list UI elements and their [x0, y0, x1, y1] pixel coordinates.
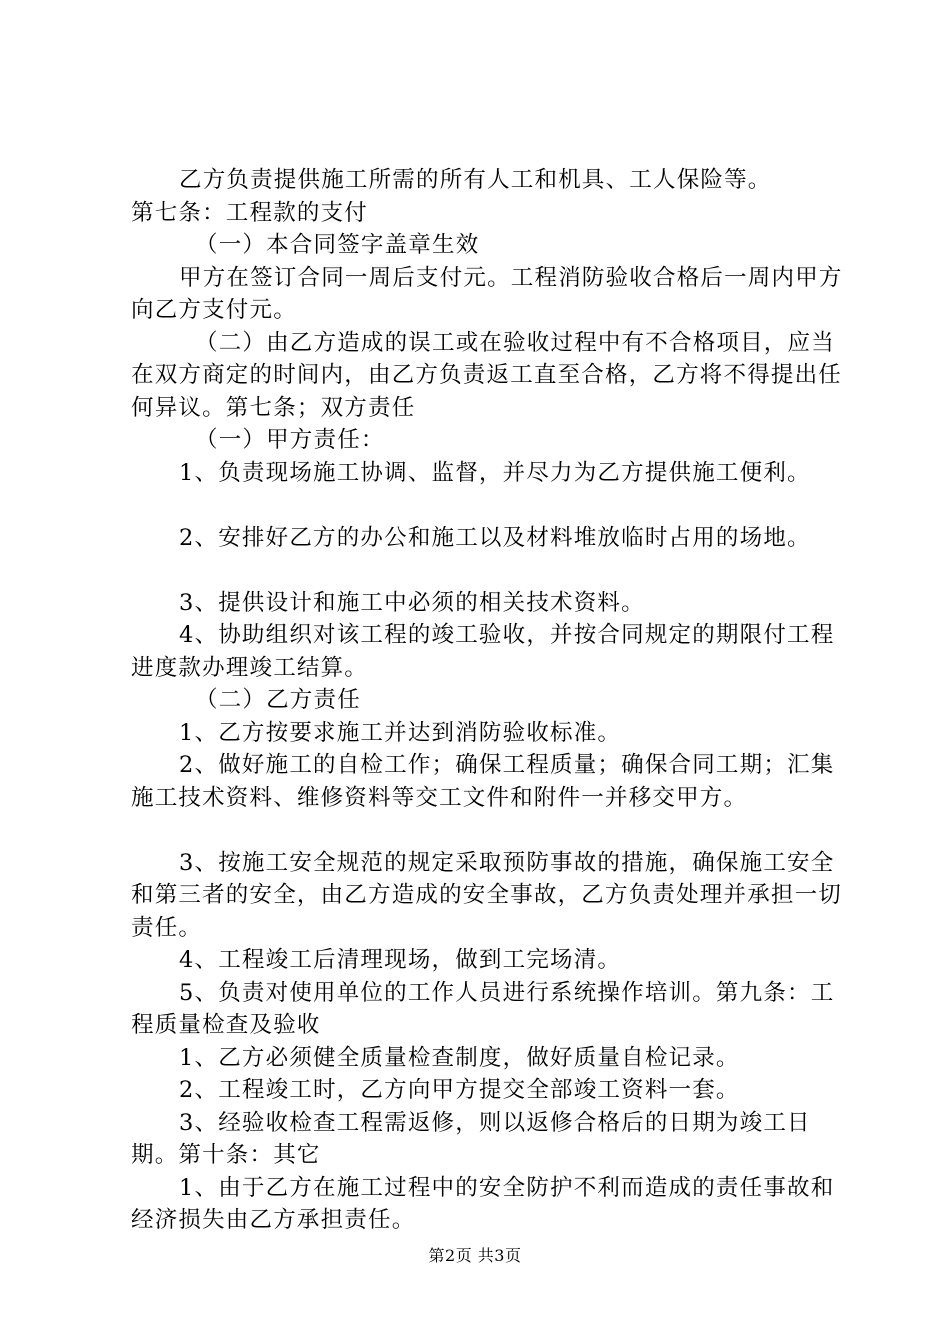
heading-article-7-payment: 第七条：工程款的支付 [131, 199, 369, 226]
paragraph-contract-effective: （一）本合同签字盖章生效 [195, 232, 480, 258]
list-item-a3: 3、提供设计和施工中必须的相关技术资料。 [179, 589, 645, 616]
document-body [131, 164, 843, 1237]
paragraph-labor-provision: 乙方负责提供施工所需的所有人工和机具、工人保险等。 [179, 167, 772, 193]
list-item-a2: 2、安排好乙方的办公和施工以及材料堆放临时占用的场地。 [179, 524, 811, 551]
list-item-a1: 1、负责现场施工协调、监督，并尽力为乙方提供施工便利。 [179, 459, 811, 486]
list-item-b5: 5、负责对使用单位的工作人员进行系统操作培训。第九条：工程质量检查及验收 [131, 979, 835, 1038]
heading-party-b-responsibility: （二）乙方责任 [195, 687, 361, 713]
list-item-b4: 4、工程竣工后清理现场，做到工完场清。 [179, 947, 622, 973]
list-item-q2: 2、工程竣工时，乙方向甲方提交全部竣工资料一套。 [179, 1077, 740, 1103]
paragraph-payment-schedule: 甲方在签订合同一周后支付元。工程消防验收合格后一周内甲方向乙方支付元。 [131, 264, 843, 323]
list-item-q3: 3、经验收检查工程需返修，则以返修合格后的日期为竣工日期。第十条：其它 [131, 1109, 811, 1168]
list-item-b2: 2、做好施工的自检工作；确保工程质量；确保合同工期；汇集施工技术资料、维修资料等交工文件和附件一并移交甲方。 [131, 752, 835, 811]
list-item-a4: 4、协助组织对该工程的竣工验收，并按合同规定的期限付工程进度款办理竣工结算。 [131, 622, 835, 681]
list-item-other1: 1、由于乙方在施工过程中的安全防护不利而造成的责任事故和经济损失由乙方承担责任。 [131, 1174, 835, 1233]
list-item-b3: 3、按施工安全规范的规定采取预防事故的措施，确保施工安全和第三者的安全，由乙方造成的安全事故，乙方负责处理并承担一切责任。 [131, 849, 843, 941]
list-item-q1: 1、乙方必须健全质量检查制度，做好质量自检记录。 [179, 1044, 740, 1071]
heading-party-a-responsibility: （一）甲方责任： [195, 427, 385, 453]
page-number-label: 第2页 共3页 [428, 1246, 522, 1265]
list-item-b1: 1、乙方按要求施工并达到消防验收标准。 [179, 719, 622, 746]
paragraph-rework-responsibility: （二）由乙方造成的误工或在验收过程中有不合格项目，应当在双方商定的时间内，由乙方负责返工直至合格，乙方将不得提出任何异议。第七条；双方责任 [131, 329, 843, 421]
page-footer [0, 1246, 950, 1266]
